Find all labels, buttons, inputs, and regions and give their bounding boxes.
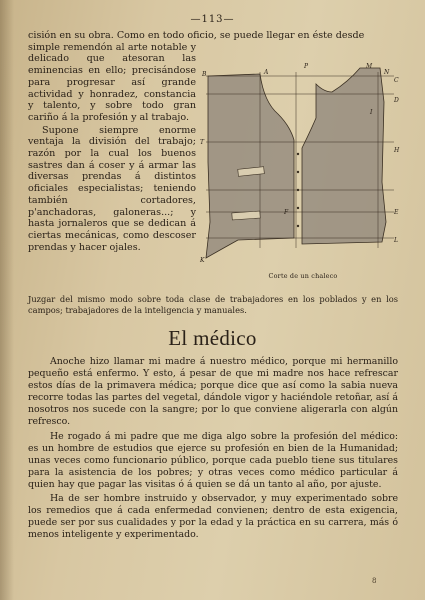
vest-right-panel	[302, 68, 386, 244]
letter-e: E	[394, 209, 399, 216]
letter-a: A	[264, 69, 269, 76]
letter-t: T	[200, 139, 205, 146]
letter-k: K	[200, 257, 205, 264]
letter-p: P	[304, 63, 309, 70]
buttonhole-marks	[297, 153, 299, 227]
section-title: El médico	[168, 326, 257, 350]
letter-l: L	[394, 237, 398, 244]
figure-caption: Corte de un chaleco	[268, 272, 338, 280]
intro-column	[28, 30, 365, 253]
letter-c: C	[394, 77, 399, 84]
body-paragraph-3: Ha de ser hombre instruido y observador, y muy experimentado sobre los remedios que á cada enfermedad convienen; dentro de esta exigencia, puede ser por sus cualidades y por la edad y la práctica en su carrera, más ó menos inteligente y experimentado.	[28, 493, 398, 541]
letter-d: D	[394, 97, 399, 104]
vest-left-panel	[206, 74, 294, 258]
sheet-mark: 8	[372, 577, 377, 585]
vest-pattern-figure	[198, 62, 408, 284]
page-fold-shadow	[0, 0, 14, 600]
intro-paragraph-1: simple remendón al arte notable y delicado que atesoran las eminencias en ello; precisándose para progresar así grande actividad y honradez, constancia y talento, y sobre todo gran cariño á la profesión y al trabajo.	[28, 41, 196, 123]
letter-i: I	[370, 109, 373, 116]
section-body	[28, 356, 398, 541]
intro-first-line: cisión en su obra. Como en todo oficio, se puede llegar en éste desde	[28, 30, 365, 41]
page-number: —113—	[190, 14, 235, 25]
letter-m: M	[366, 63, 373, 70]
body-paragraph-1: Anoche hizo llamar mi madre á nuestro médico, porque mi hermanillo pequeño está enfermo. Y esto, á pesar de que mi madre nos hace refrescar estos días de la primavera médica; porque dice que así como la sabia nueva recorre todas las partes del vegetal, dándole vigor y haciéndole retoñar, así á nosotros nos sucede con la sangre; por lo que conviene aligerarla con algún refresco.	[28, 356, 398, 428]
letter-n: N	[384, 69, 390, 76]
intro-paragraph-2: Supone siempre enorme ventaja la división del trabajo; razón por la cual los buenos sastres dan á coser y á armar las diversas prendas á distintos oficiales especialistas; teniendo también cortadores, p'anchadoras, galoneras...; y hasta jornaleros que se dedican á ciertas mecánicas, como descoser prendas y hacer ojales.	[28, 124, 196, 253]
letter-f: F	[284, 209, 289, 216]
letter-b: B	[202, 71, 207, 78]
letter-h: H	[394, 147, 400, 154]
body-paragraph-2: He rogado á mi padre que me diga algo sobre la profesión del médico: es un hombre de estudios que ejerce su profesión en bien de la Humanidad; unas veces como funcionario público, porque cada pueblo tiene sus titulares para la asistencia de los pobres; y otras veces como médico particular á quien hay que pagar las visitas ó á quien se dá un tanto al año, por ajuste.	[28, 430, 398, 490]
note-paragraph: Juzgar del mismo modo sobre toda clase de trabajadores en los poblados y en los campos; trabajadores de la inteligencia y manuales.	[28, 294, 398, 315]
